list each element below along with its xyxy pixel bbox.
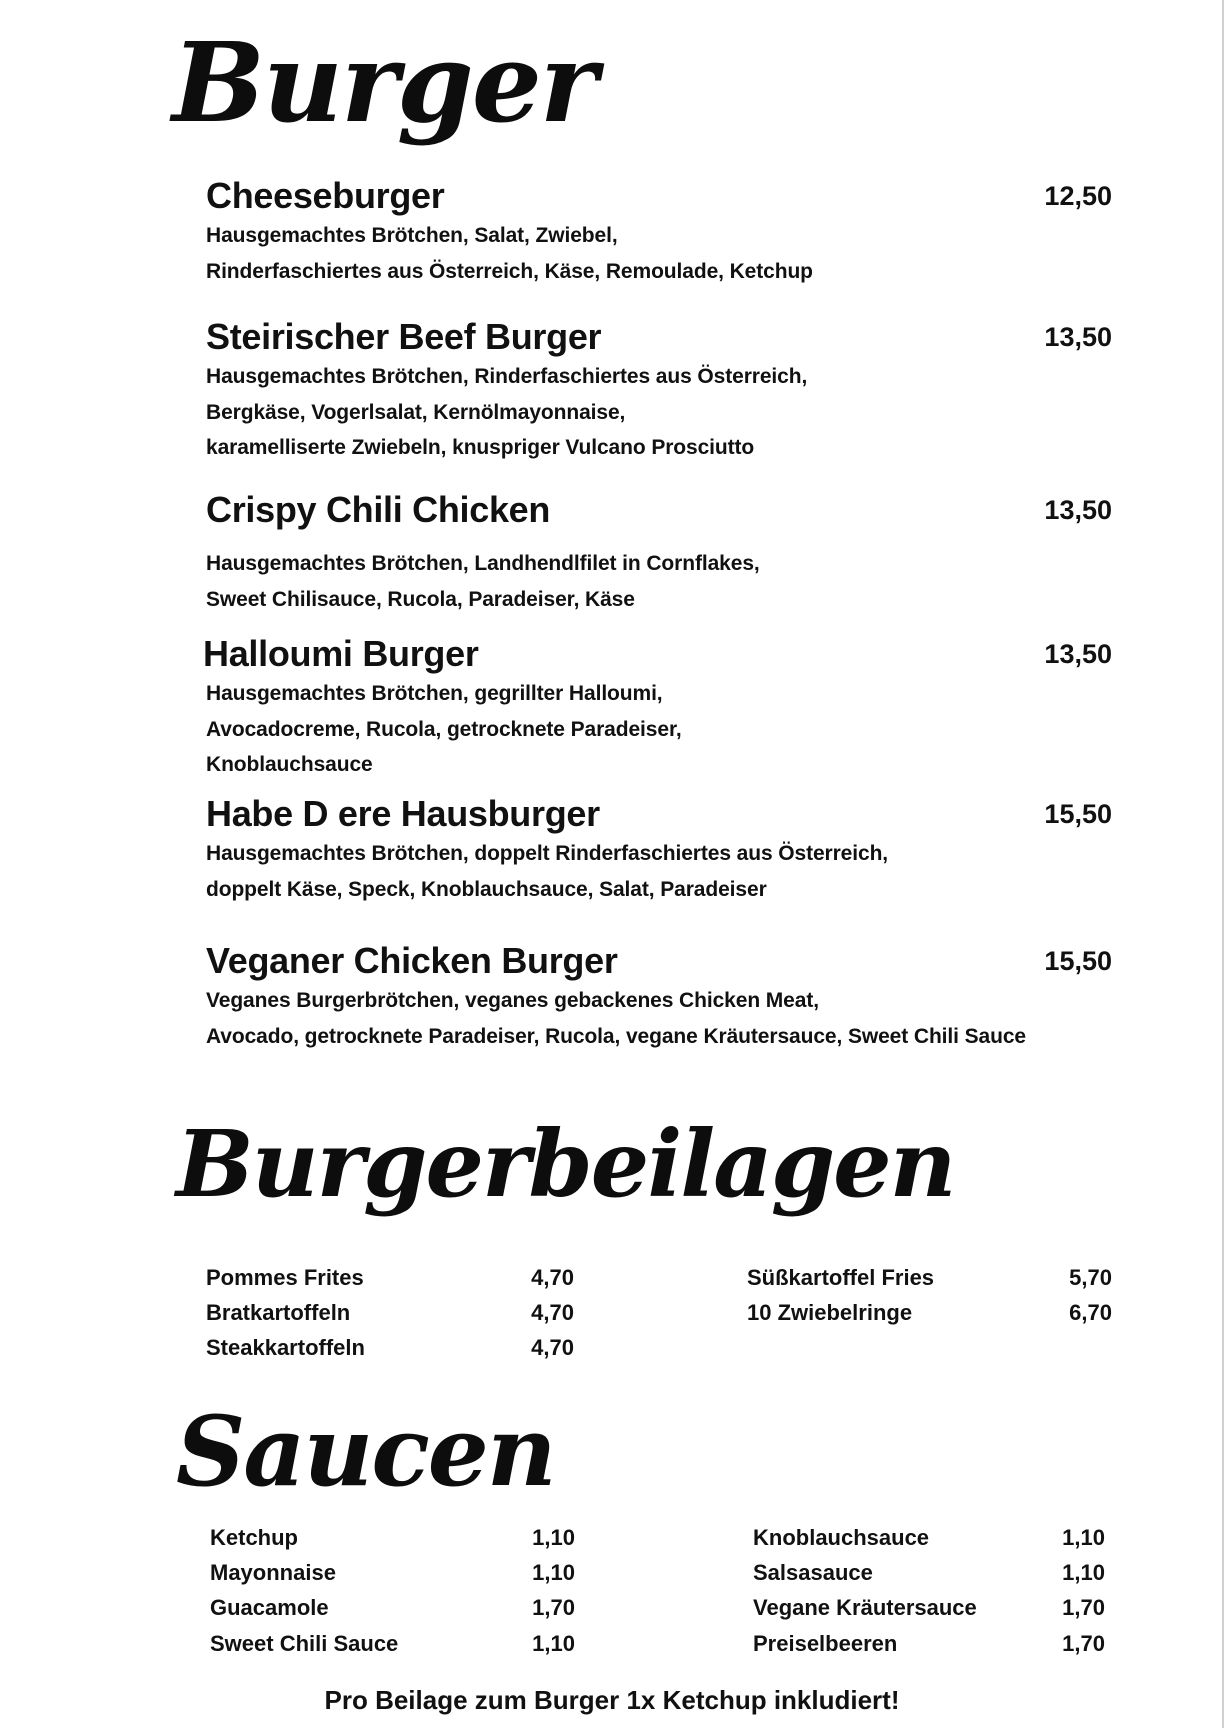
item-description-line: Hausgemachtes Brötchen, doppelt Rinderfaschiertes aus Österreich, xyxy=(206,842,889,865)
item-price: 13,50 xyxy=(1044,639,1112,669)
item-price: 13,50 xyxy=(1044,322,1112,352)
sauce-name: Vegane Kräutersauce xyxy=(753,1595,977,1620)
sauce-price: 1,70 xyxy=(1062,1595,1105,1620)
sauce-row xyxy=(210,1590,575,1626)
item-description-line: Hausgemachtes Brötchen, gegrillter Halloumi, xyxy=(206,682,663,705)
footnote: Pro Beilage zum Burger 1x Ketchup inkludiert! xyxy=(324,1685,900,1715)
sauce-name: Guacamole xyxy=(210,1595,329,1620)
side-price: 5,70 xyxy=(1069,1265,1112,1290)
item-description-line: Veganes Burgerbrötchen, veganes gebackenes Chicken Meat, xyxy=(206,989,819,1012)
sauce-row xyxy=(753,1520,1105,1556)
sauce-name: Mayonnaise xyxy=(210,1560,336,1585)
item-description-line: Hausgemachtes Brötchen, Rinderfaschiertes aus Österreich, xyxy=(206,365,808,388)
sauce-price: 1,10 xyxy=(532,1560,575,1585)
sauce-price: 1,10 xyxy=(1062,1525,1105,1550)
item-price: 15,50 xyxy=(1044,946,1112,976)
menu-item xyxy=(206,488,1112,617)
side-price: 4,70 xyxy=(531,1300,574,1325)
item-name: Veganer Chicken Burger xyxy=(206,940,618,981)
item-name: Cheeseburger xyxy=(206,175,445,216)
menu-item xyxy=(206,792,1112,907)
side-name: Pommes Frites xyxy=(206,1265,364,1290)
sides-row xyxy=(206,1330,574,1366)
item-name: Steirischer Beef Burger xyxy=(206,316,602,357)
sauce-row xyxy=(210,1520,575,1556)
side-name: Süßkartoffel Fries xyxy=(747,1265,935,1290)
menu-item xyxy=(206,315,1112,466)
sides-row xyxy=(206,1295,574,1331)
menu-item xyxy=(203,632,1112,783)
sauce-price: 1,10 xyxy=(1062,1560,1105,1585)
section-title-sauces: Saucen xyxy=(176,1395,555,1508)
item-description-line: Avocadocreme, Rucola, getrocknete Paradeiser, xyxy=(206,717,682,741)
side-name: Steakkartoffeln xyxy=(206,1335,365,1360)
sauce-price: 1,70 xyxy=(1062,1631,1105,1656)
side-price: 4,70 xyxy=(531,1335,574,1360)
item-description-line: doppelt Käse, Speck, Knoblauchsauce, Salat, Paradeiser xyxy=(206,877,767,901)
sauce-row xyxy=(753,1555,1105,1591)
sides-row xyxy=(206,1260,574,1296)
item-price: 15,50 xyxy=(1044,799,1112,829)
sauce-row xyxy=(753,1626,1105,1662)
item-description-line: Bergkäse, Vogerlsalat, Kernölmayonnaise, xyxy=(206,400,626,424)
item-description-line: Knoblauchsauce xyxy=(206,753,373,776)
sauce-name: Knoblauchsauce xyxy=(753,1525,930,1550)
item-description-line: karamelliserte Zwiebeln, knuspriger Vulcano Prosciutto xyxy=(206,436,755,459)
item-description-line: Hausgemachtes Brötchen, Salat, Zwiebel, xyxy=(206,224,618,247)
side-name: 10 Zwiebelringe xyxy=(747,1300,913,1325)
section-title-burger: Burger xyxy=(172,18,596,147)
item-description-line: Rinderfaschiertes aus Österreich, Käse, Remoulade, Ketchup xyxy=(206,259,813,283)
sauce-row xyxy=(210,1555,575,1591)
item-price: 13,50 xyxy=(1044,495,1112,525)
item-name: Crispy Chili Chicken xyxy=(206,489,551,530)
sauce-name: Preiselbeeren xyxy=(753,1631,898,1656)
sauce-name: Sweet Chili Sauce xyxy=(210,1631,399,1656)
sauce-price: 1,10 xyxy=(532,1631,575,1656)
menu-item xyxy=(206,174,1112,289)
side-name: Bratkartoffeln xyxy=(206,1300,351,1325)
sauce-row xyxy=(753,1590,1105,1626)
side-price: 6,70 xyxy=(1069,1300,1112,1325)
sides-row xyxy=(747,1260,1112,1296)
sauce-name: Ketchup xyxy=(210,1525,298,1550)
sides-row xyxy=(747,1295,1112,1331)
sauce-name: Salsasauce xyxy=(753,1560,873,1585)
sauce-row xyxy=(210,1626,575,1662)
item-description-line: Hausgemachtes Brötchen, Landhendlfilet in Cornflakes, xyxy=(206,552,760,575)
item-description-line: Sweet Chilisauce, Rucola, Paradeiser, Käse xyxy=(206,587,635,611)
item-name: Habe D ere Hausburger xyxy=(206,793,600,834)
item-price: 12,50 xyxy=(1044,181,1112,211)
side-price: 4,70 xyxy=(531,1265,574,1290)
item-description-line: Avocado, getrocknete Paradeiser, Rucola, vegane Kräutersauce, Sweet Chili Sauce xyxy=(206,1024,1026,1048)
menu-item xyxy=(206,939,1112,1054)
section-title-sides: Burgerbeilagen xyxy=(176,1110,955,1218)
sauce-price: 1,70 xyxy=(532,1595,575,1620)
item-name: Halloumi Burger xyxy=(203,633,479,674)
sauce-price: 1,10 xyxy=(532,1525,575,1550)
